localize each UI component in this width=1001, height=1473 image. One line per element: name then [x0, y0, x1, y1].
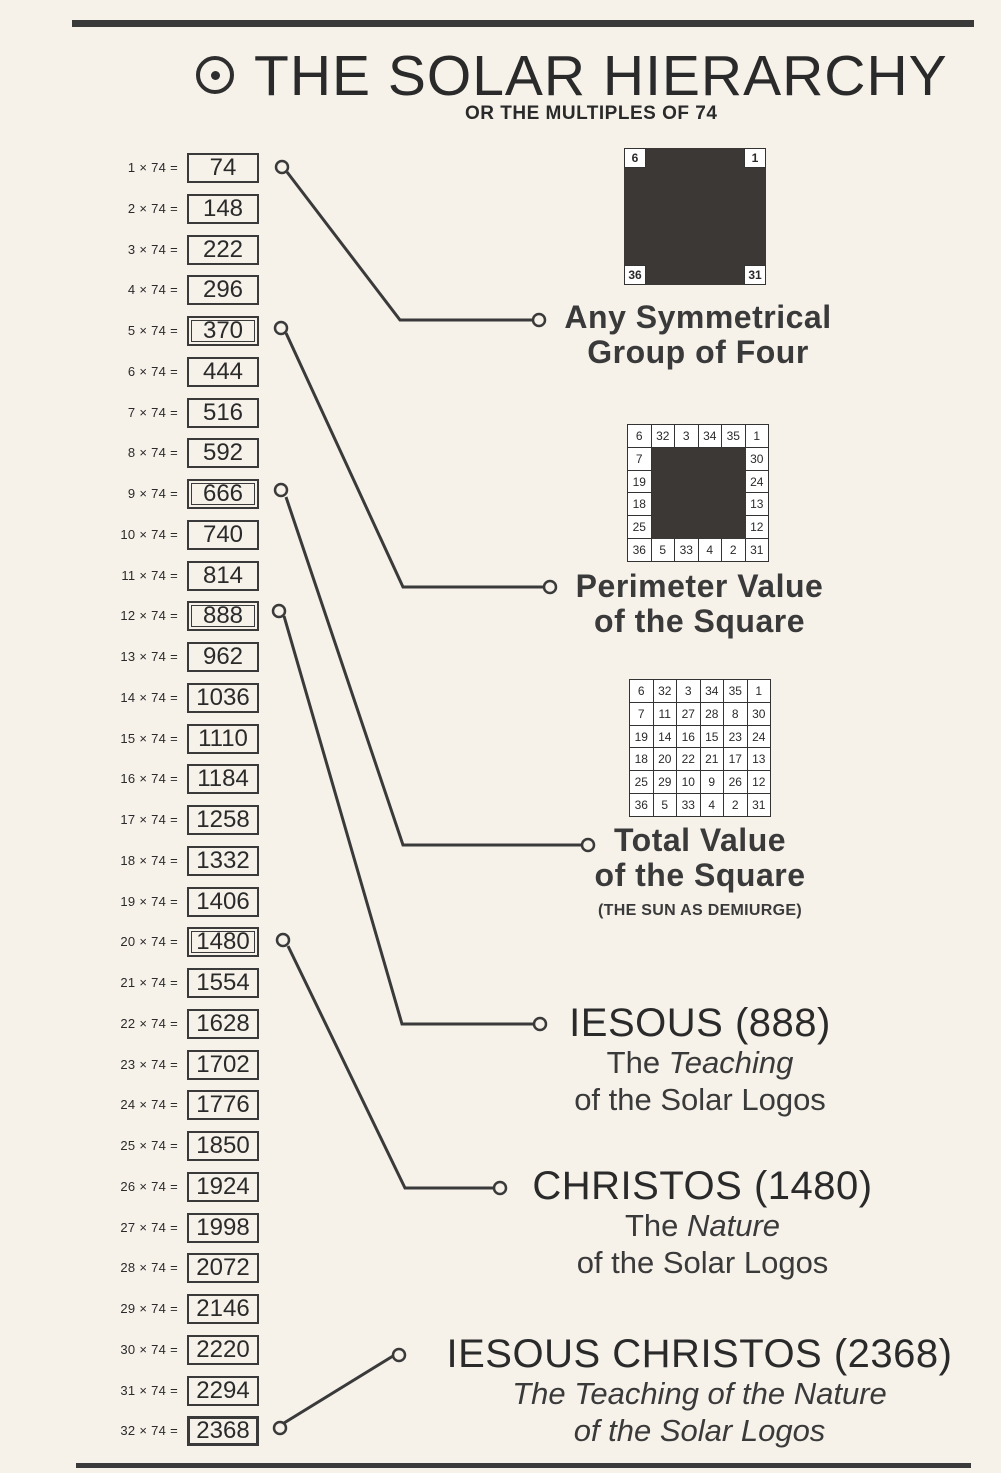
- square-cell: [651, 470, 675, 493]
- square-cell: 22: [677, 748, 701, 771]
- page-subtitle: OR THE MULTIPLES OF 74: [465, 103, 718, 124]
- multiple-value-box: 2294: [187, 1376, 259, 1406]
- label-christos-italic: Nature: [686, 1208, 781, 1243]
- square-cell: 33: [677, 794, 701, 817]
- magic-square: [629, 679, 771, 817]
- square-cell: 34: [698, 425, 722, 448]
- square-cell: [698, 447, 722, 470]
- multiple-expression: 13 × 74 =: [120, 649, 178, 664]
- label-total-line1: Total Value: [613, 822, 787, 858]
- square-cell: 6: [628, 425, 652, 448]
- node-2368: [274, 1422, 286, 1434]
- square-cell: 7: [630, 702, 654, 725]
- multiple-value-box: 592: [187, 438, 259, 468]
- label-iesous-christos: [412, 1333, 987, 1449]
- square-cell: 36: [628, 539, 652, 562]
- label-total-line2: of the Square: [594, 857, 806, 893]
- square-cell: 17: [724, 748, 748, 771]
- square-cell: 13: [747, 748, 771, 771]
- square-cell: 2: [724, 794, 748, 817]
- multiple-expression: 12 × 74 =: [120, 608, 178, 624]
- multiple-value-box: 2072: [187, 1253, 259, 1283]
- label-christos-title: CHRISTOS (1480): [532, 1164, 873, 1208]
- multiple-expression: 7 × 74 =: [127, 404, 178, 420]
- multiple-expression: 8 × 74 =: [127, 445, 178, 461]
- multiple-value-box: 888: [187, 601, 259, 631]
- multiple-expression: 4 × 74 =: [127, 282, 178, 298]
- multiple-value-box: 1036: [187, 683, 259, 713]
- multiple-expression: 23 × 74 =: [120, 1056, 178, 1072]
- multiple-expression: 28 × 74 =: [120, 1260, 178, 1276]
- square-cell: 1: [745, 425, 769, 448]
- corner-square: [624, 148, 766, 285]
- square-cell: 4: [700, 794, 724, 817]
- multiple-expression: 22 × 74 =: [120, 1015, 178, 1031]
- square-cell: 23: [724, 725, 748, 748]
- label-perimeter-line1: Perimeter Value: [575, 568, 824, 604]
- connector-888: [284, 616, 535, 1024]
- corner-tr: 1: [744, 148, 766, 168]
- connector-74: [287, 172, 533, 320]
- square-cell: 1: [747, 680, 771, 703]
- label-iesous-line2: [520, 1044, 880, 1081]
- multiple-expression: 3 × 74 =: [127, 241, 178, 257]
- square-cell: [722, 447, 746, 470]
- connector-666: [286, 497, 583, 845]
- node-666: [275, 484, 287, 496]
- label-iesous-christos-line2: The Teaching of the Nature: [512, 1376, 887, 1411]
- label-iesous-title: IESOUS (888): [569, 1001, 831, 1045]
- label-christos-line3: of the Solar Logos: [576, 1245, 829, 1280]
- square-cell: 19: [628, 470, 652, 493]
- square-cell: 5: [651, 539, 675, 562]
- multiple-expression: 27 × 74 =: [120, 1219, 178, 1235]
- square-cell: 32: [653, 680, 677, 703]
- multiple-value-box: 1998: [187, 1213, 259, 1243]
- multiple-expression: 2 × 74 =: [127, 200, 178, 216]
- multiple-expression: 1 × 74 =: [127, 160, 178, 175]
- square-cell: 31: [745, 539, 769, 562]
- square-cell: 12: [745, 516, 769, 539]
- square-cell: [722, 516, 746, 539]
- square-cell: 2: [722, 539, 746, 562]
- square-cell: 13: [745, 493, 769, 516]
- square-cell: 33: [675, 539, 699, 562]
- square-cell: [651, 493, 675, 516]
- multiple-value-box: 296: [187, 275, 259, 305]
- node-perimeter: [544, 581, 556, 593]
- multiple-value-box: 74: [187, 153, 259, 183]
- corner-bl: 36: [624, 265, 646, 285]
- square-cell: 29: [653, 771, 677, 794]
- connector-2368: [284, 1356, 393, 1423]
- square-cell: 14: [653, 725, 677, 748]
- corner-tl: 6: [624, 148, 646, 168]
- square-cell: 35: [722, 425, 746, 448]
- square-cell: 18: [628, 493, 652, 516]
- square-cell: 16: [677, 725, 701, 748]
- multiple-value-box: 1554: [187, 968, 259, 998]
- multiple-expression: 15 × 74 =: [120, 730, 178, 746]
- multiple-value-box: 1258: [187, 805, 259, 835]
- square-cell: 7: [628, 447, 652, 470]
- label-iesous: [520, 1002, 880, 1118]
- square-cell: 28: [700, 702, 724, 725]
- multiple-value-box: 2146: [187, 1294, 259, 1324]
- multiple-value-box: 444: [187, 357, 259, 387]
- square-cell: 3: [677, 680, 701, 703]
- label-christos-pre: The: [624, 1208, 687, 1243]
- multiple-expression: 20 × 74 =: [120, 934, 178, 950]
- node-74: [276, 161, 288, 173]
- square-cell: 30: [745, 447, 769, 470]
- label-total: [560, 823, 840, 928]
- multiple-expression: 24 × 74 =: [120, 1097, 178, 1113]
- square-cell: 12: [747, 771, 771, 794]
- multiple-expression: 5 × 74 =: [127, 323, 178, 338]
- square-cell: [651, 447, 675, 470]
- connector-370: [286, 333, 545, 587]
- multiple-expression: 25 × 74 =: [120, 1138, 178, 1153]
- square-cell: [698, 516, 722, 539]
- square-cell: [698, 470, 722, 493]
- multiple-value-box: 370: [187, 316, 259, 346]
- label-iesous-line3: of the Solar Logos: [574, 1082, 826, 1117]
- square-cell: [722, 470, 746, 493]
- label-group-four: [553, 300, 843, 370]
- page-title: THE SOLAR HIERARCHY: [254, 44, 948, 108]
- label-perimeter: [562, 569, 837, 639]
- multiple-value-box: 1110: [187, 724, 259, 754]
- square-cell: [651, 516, 675, 539]
- multiple-value-box: 1776: [187, 1090, 259, 1120]
- label-group-four-line1: Any Symmetrical: [564, 299, 832, 335]
- square-cell: 24: [747, 725, 771, 748]
- square-cell: 21: [700, 748, 724, 771]
- multiple-value-box: 222: [187, 235, 259, 265]
- multiple-expression: 6 × 74 =: [127, 363, 178, 379]
- square-cell: 9: [700, 771, 724, 794]
- label-iesous-christos-line3: of the Solar Logos: [573, 1413, 826, 1448]
- multiple-expression: 26 × 74 =: [120, 1178, 178, 1194]
- square-cell: 27: [677, 702, 701, 725]
- square-cell: 19: [630, 725, 654, 748]
- multiple-expression: 9 × 74 =: [127, 486, 178, 501]
- square-cell: [675, 493, 699, 516]
- square-cell: [675, 447, 699, 470]
- square-cell: 35: [724, 680, 748, 703]
- multiple-value-box: 1924: [187, 1172, 259, 1202]
- multiple-expression: 19 × 74 =: [120, 893, 178, 909]
- multiple-expression: 17 × 74 =: [120, 812, 178, 827]
- multiple-expression: 31 × 74 =: [120, 1382, 178, 1398]
- square-cell: 34: [700, 680, 724, 703]
- multiple-expression: 10 × 74 =: [120, 526, 178, 542]
- multiple-expression: 18 × 74 =: [120, 852, 178, 868]
- node-group-four: [533, 314, 545, 326]
- square-cell: 31: [747, 794, 771, 817]
- perimeter-square: [627, 424, 769, 562]
- multiple-value-box: 666: [187, 479, 259, 509]
- multiple-value-box: 1184: [187, 764, 259, 794]
- square-cell: [675, 516, 699, 539]
- square-cell: 10: [677, 771, 701, 794]
- label-christos: [505, 1165, 900, 1281]
- multiple-value-box: 2220: [187, 1335, 259, 1365]
- square-cell: 5: [653, 794, 677, 817]
- label-perimeter-line2: of the Square: [594, 603, 805, 639]
- square-cell: [722, 493, 746, 516]
- multiple-value-box: 2368: [187, 1416, 259, 1446]
- label-christos-line2: [505, 1207, 900, 1244]
- label-iesous-christos-title: IESOUS CHRISTOS (2368): [446, 1332, 953, 1376]
- corner-br: 31: [744, 265, 766, 285]
- multiple-value-box: 1332: [187, 846, 259, 876]
- square-cell: 4: [698, 539, 722, 562]
- square-cell: [675, 470, 699, 493]
- square-cell: 36: [630, 794, 654, 817]
- multiple-value-box: 962: [187, 642, 259, 672]
- node-1480: [277, 934, 289, 946]
- square-cell: 6: [630, 680, 654, 703]
- multiple-expression: 16 × 74 =: [120, 771, 178, 787]
- node-888: [273, 605, 285, 617]
- multiple-value-box: 740: [187, 520, 259, 550]
- node-iesous-christos: [393, 1349, 405, 1361]
- label-total-note: (THE SUN AS DEMIURGE): [598, 902, 802, 919]
- square-cell: 24: [745, 470, 769, 493]
- multiple-value-box: 1628: [187, 1009, 259, 1039]
- node-370: [275, 322, 287, 334]
- multiple-value-box: 516: [187, 398, 259, 428]
- square-cell: 15: [700, 725, 724, 748]
- multiple-expression: 30 × 74 =: [120, 1341, 178, 1357]
- square-cell: [698, 493, 722, 516]
- label-group-four-line2: Group of Four: [587, 334, 809, 370]
- multiple-expression: 32 × 74 =: [120, 1423, 178, 1439]
- multiple-value-box: 1850: [187, 1131, 259, 1161]
- square-cell: 30: [747, 702, 771, 725]
- multiple-expression: 14 × 74 =: [120, 689, 178, 705]
- multiple-value-box: 1702: [187, 1050, 259, 1080]
- multiple-value-box: 148: [187, 194, 259, 224]
- multiple-value-box: 814: [187, 561, 259, 591]
- square-cell: 25: [628, 516, 652, 539]
- square-cell: 26: [724, 771, 748, 794]
- square-cell: 8: [724, 702, 748, 725]
- square-cell: 32: [651, 425, 675, 448]
- multiple-value-box: 1406: [187, 887, 259, 917]
- square-cell: 25: [630, 771, 654, 794]
- square-cell: 20: [653, 748, 677, 771]
- multiple-value-box: 1480: [187, 927, 259, 957]
- label-iesous-pre: The: [606, 1045, 669, 1080]
- square-cell: 11: [653, 702, 677, 725]
- multiple-expression: 29 × 74 =: [120, 1301, 178, 1316]
- label-iesous-italic: Teaching: [668, 1045, 794, 1080]
- square-cell: 18: [630, 748, 654, 771]
- multiple-expression: 11 × 74 =: [121, 567, 178, 583]
- multiple-expression: 21 × 74 =: [120, 975, 178, 990]
- square-cell: 3: [675, 425, 699, 448]
